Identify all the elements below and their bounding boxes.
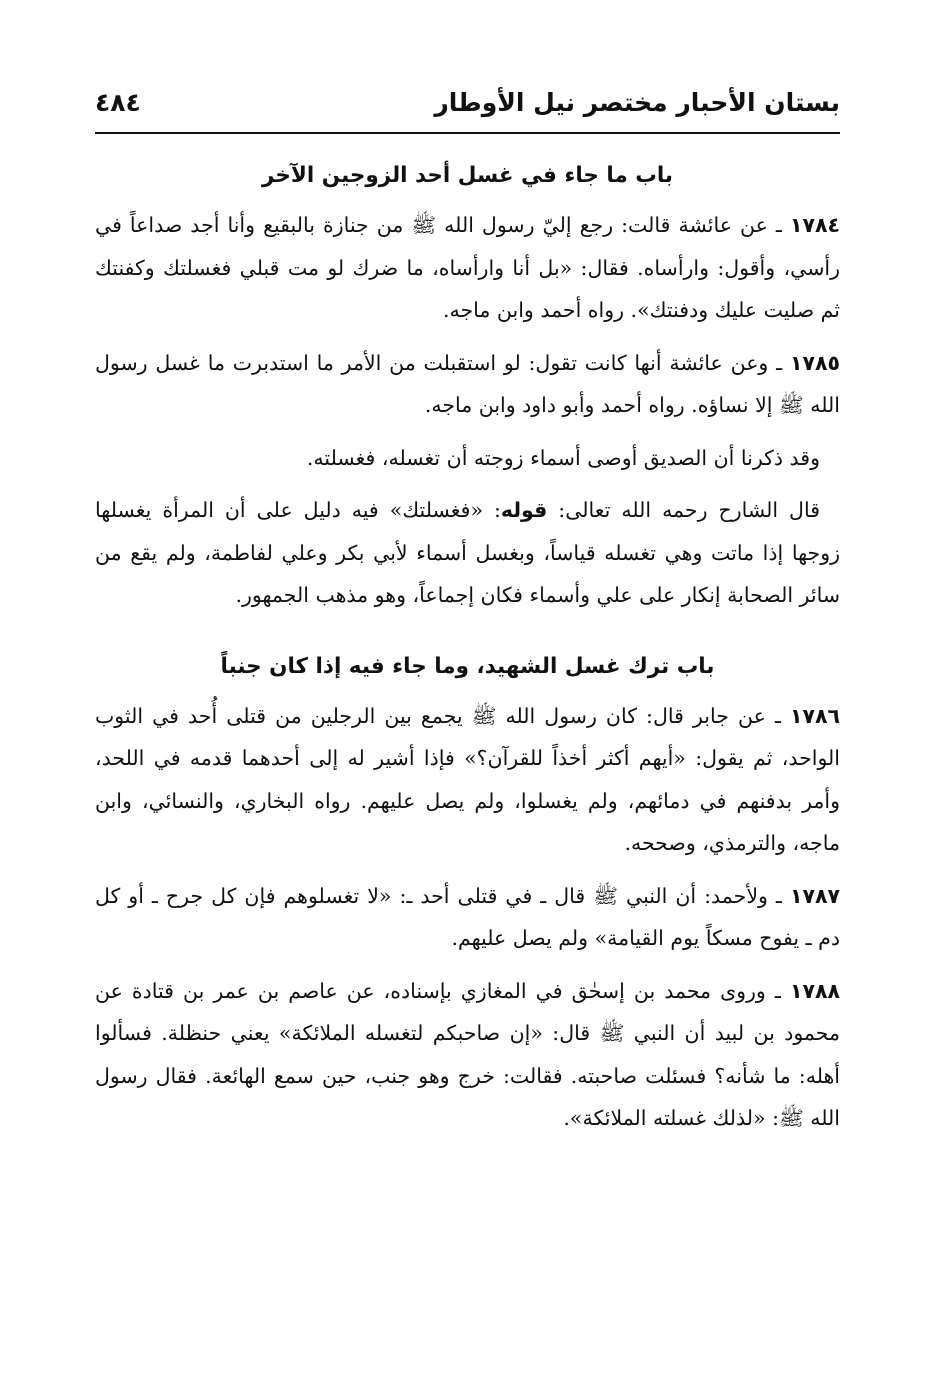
hadith-number: ١٧٨٧	[789, 883, 840, 908]
hadith-text: ـ عن عائشة قالت: رجع إليّ رسول الله ﷺ من جنازة بالبقيع وأنا أجد صداعاً في رأسي، وأقول: وارأساه. فقال: «بل أنا وارأساه، ما ضرك لو مت قبلي فغسلتك وكفنتك ثم صليت عليك ودفنتك». رواه أحمد وابن ماجه.	[95, 213, 840, 322]
hadith-text: ـ وروى محمد بن إسحٰق في المغازي بإسناده، عن عاصم بن عمر بن قتادة عن محمود بن لبيد أن النبي ﷺ قال: «إن صاحبكم لتغسله الملائكة» يعني حنظلة. فسألوا أهله: ما شأنه؟ فسئلت صاحبته. فقالت: خرج وهو جنب، حين سمع الهائعة. فقال رسول الله ﷺ: «لذلك غسلته الملائكة».	[95, 978, 840, 1130]
chapter-heading: باب ترك غسل الشهيد، وما جاء فيه إذا كان جنباً	[220, 653, 715, 679]
book-page	[95, 78, 840, 1368]
chapter-body	[95, 204, 840, 617]
author-note: وقد ذكرنا أن الصديق أوصى أسماء زوجته أن تغسله، فغسلته.	[306, 445, 820, 470]
commentary-qawlu: قوله	[500, 498, 548, 522]
hadith-1788	[95, 970, 840, 1140]
hadith-number: ١٧٨٨	[789, 978, 840, 1003]
hadith-number: ١٧٨٦	[789, 703, 840, 728]
chapter-body	[95, 695, 840, 1140]
page-number: ٤٨٤	[95, 88, 141, 117]
hadith-text: ـ عن جابر قال: كان رسول الله ﷺ يجمع بين الرجلين من قتلى أُحد في الثوب الواحد، ثم يقول: «أيهم أكثر أخذاً للقرآن؟» فإذا أشير له إلى أحدهما قدمه في اللحد، وأمر بدفنهم في دمائهم، ولم يغسلوا، ولم يصل عليهم. رواه البخاري، والنسائي، وابن ماجه، والترمذي، وصححه.	[95, 703, 840, 855]
running-header	[95, 78, 840, 134]
hadith-number: ١٧٨٤	[789, 213, 840, 237]
commentary-intro: قال الشارح رحمه الله تعالى:	[547, 498, 820, 522]
hadith-1787	[95, 875, 840, 960]
hadith-1784	[95, 204, 840, 332]
hadith-1786	[95, 695, 840, 865]
hadith-text: ـ ولأحمد: أن النبي ﷺ قال ـ في قتلى أحد ـ: «لا تغسلوهم فإن كل جرح ـ أو كل دم ـ يفوح مسكاً يوم القيامة» ولم يصل عليهم.	[95, 883, 840, 950]
hadith-1785	[95, 342, 840, 427]
commentary-text: : «فغسلتك» فيه دليل على أن المرأة يغسلها زوجها إذا ماتت وهي تغسله قياساً، وبغسل أسماء لأبي بكر وعلي لفاطمة، ولم يقع من سائر الصحابة إنكار على علي وأسماء فكان إجماعاً، وهو مذهب الجمهور.	[95, 498, 840, 607]
book-title: بستان الأحبار مختصر نيل الأوطار	[434, 88, 840, 117]
hadith-text: ـ وعن عائشة أنها كانت تقول: لو استقبلت من الأمر ما استدبرت ما غسل رسول الله ﷺ إلا نساؤه. رواه أحمد وأبو داود وابن ماجه.	[95, 350, 840, 417]
hadith-number: ١٧٨٥	[789, 350, 840, 375]
commentary	[95, 489, 840, 617]
chapter-heading: باب ما جاء في غسل أحد الزوجين الآخر	[261, 163, 673, 188]
